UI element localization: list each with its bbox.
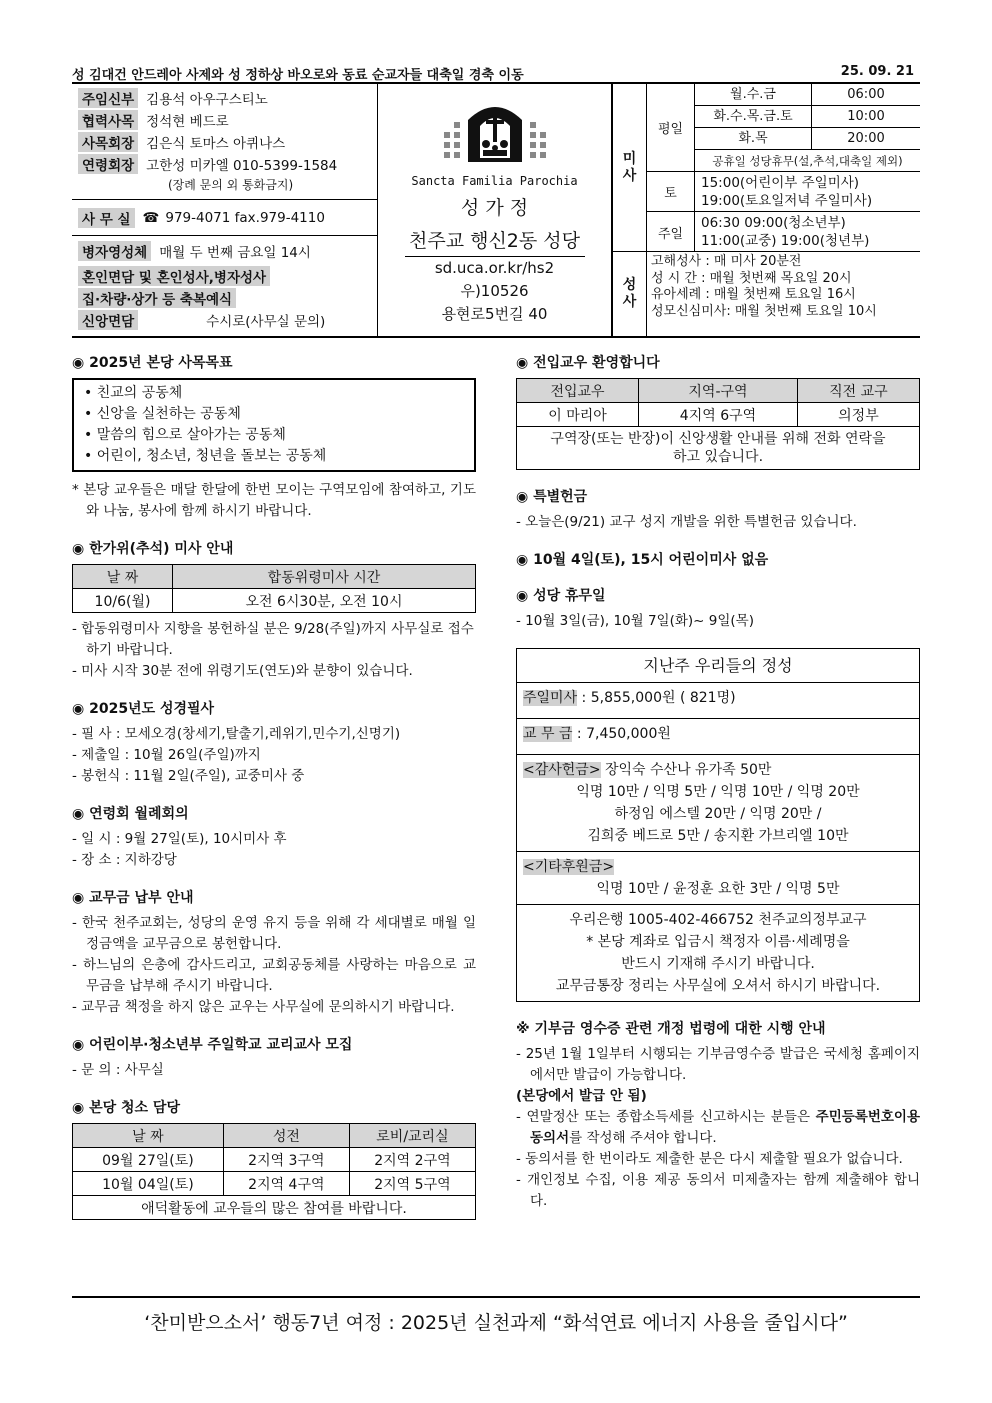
sacrament-schedule: 성 사 고해성사 : 매 미사 20분전 성 시 간 : 매월 첫번째 목요일 20시 유아세례 : 매월 첫번째 토요일 16시 성모신심미사: 매월 첫번째 토요일 10시 — [613, 252, 920, 336]
chuseok-section: ◉ 한가위(추석) 미사 안내 날 짜 합동위령미사 시간 10/6(월) 오전 6시30분, 오전 10시 - 합동위령미사 지향을 봉헌하실 분은 9/28(주일)까지 사무실로 접수하기 바랍니다. - 미사 시작 30분 전에 위령기도(연도)와 분향이 있습니다. — [72, 538, 476, 682]
council-label: 사목회장 — [78, 132, 138, 152]
goals-section: ◉ 2025년 본당 사목목표 • 친교의 공동체 • 신앙을 실천하는 공동체 • 말씀의 힘으로 살아가는 공동체 • 어린이, 청소년, 청년을 돌보는 공동체 * 본당 교우들은 매달 한달에 한번 모이는 구역모임에 참여하고, 기도와 나눔, 봉사에 함께 하시기 바랍니다. — [72, 355, 476, 519]
sunday-label: 주일 — [647, 212, 695, 252]
mass-label: 미 사 — [613, 84, 647, 251]
feast-title: 성 김대건 안드레아 사제와 성 정하상 바오로와 동료 순교자들 대축일 경축 이동 — [72, 68, 524, 83]
federation-label: 연령회장 — [78, 154, 138, 174]
cleaning-section: ◉ 본당 청소 담당 날 짜 성전 로비/교리실 09월 27일(토) 2지역 3구역 2지역 2구역 10월 04일(토) 2지역 4구역 2지역 5구역 애덕활동에 교우들의 많은 참여를 바랍니다. — [72, 1097, 476, 1220]
cleaning-table: 날 짜 성전 로비/교리실 09월 27일(토) 2지역 3구역 2지역 2구역 10월 04일(토) 2지역 4구역 2지역 5구역 애덕활동에 교우들의 많은 참여를 바랍니다. — [72, 1123, 476, 1220]
church-zip: 우)10526 — [460, 282, 529, 300]
right-column — [516, 352, 920, 1236]
mass-schedule: 미 사 평일 월.수.금 06:00 화.수.목.금.토 10:00 화.목 20:00 공휴일 성당휴무(설,추석,대축일 제외) 토 15:00(어린이부 주일미사) 19:00(토요일저녁 주일미사) 주일 06:30 09:00(청소년부) 11:00(교중) 19:00(청년부) — [613, 84, 920, 252]
church-address: 용현로5번길 40 — [441, 305, 548, 323]
counsel-label: 신앙면담 — [78, 310, 138, 330]
federation-name: 고한성 미카엘 010-5399-1584 — [146, 158, 338, 174]
offering-box: 지난주 우리들의 정성 주일미사 : 5,855,000원 ( 821명) 교 무 금 : 7,450,000원 <감사헌금> 장익숙 수산나 유가족 50만 익명 10만 / 익명 5만 / 익명 10만 / 익명 20만 하정임 에스텔 20만 / 익명 20만 / 김희중 베드로 5만 / 송지환 가브리엘 10만 <기타후원금> 익명 10만 / 윤정훈 요한 3만 / 익명 5만 우리은행 1005-402-466752 천주교의정부교구 * 본당 계좌로 입금시 책정자 이름·세례명을 반드시 기재해 주시기 바랍니다. 교무금통장 정리는 사무실에 오셔서 하시기 바랍니다. — [516, 648, 920, 1002]
left-column — [72, 352, 476, 1236]
meeting-section: ◉ 연령회 월례회의 - 일 시 : 9월 27일(토), 10시미사 후 - 장 소 : 지하강당 — [72, 806, 287, 868]
chuseok-table: 날 짜 합동위령미사 시간 10/6(월) 오전 6시30분, 오전 10시 — [72, 564, 476, 613]
pastor-label: 주임신부 — [78, 88, 138, 108]
schedule-panel — [613, 84, 920, 336]
masthead — [72, 84, 920, 338]
sacrament-label: 성 사 — [613, 252, 647, 336]
counsel-info: 수시로(사무실 문의) — [206, 314, 326, 330]
marriage-label: 혼인면담 및 혼인성사,병자성사 — [78, 266, 270, 286]
sick-label: 병자영성체 — [78, 241, 151, 261]
office-phone: 979-4071 fax.979-4110 — [165, 209, 325, 226]
church-panel — [378, 84, 613, 336]
council-name: 김은식 토마스 아퀴나스 — [146, 136, 286, 152]
welcome-table: 전입교우 지역-구역 직전 교구 이 마리아 4지역 6구역 의정부 구역장(또는 반장)이 신앙생활 안내를 위해 전화 연락을 하고 있습니다. — [516, 378, 920, 470]
sick-schedule: 매월 두 번째 금요일 14시 — [159, 244, 311, 261]
church-name-2: 천주교 행신2동 성당 — [409, 230, 580, 252]
bulletin-page — [72, 60, 920, 1236]
teachers-section: ◉ 어린이부·청소년부 주일학교 교리교사 모집 - 문 의 : 사무실 — [72, 1037, 353, 1078]
assistant-name: 정석현 베드로 — [146, 114, 229, 130]
phone-icon: ☎ — [142, 209, 160, 226]
assistant-label: 협력사목 — [78, 110, 138, 130]
saturday-label: 토 — [647, 172, 695, 211]
office-label: 사 무 실 — [78, 208, 135, 228]
nomass-section: ◉ 10월 4일(토), 15시 어린이미사 없음 — [516, 552, 769, 568]
church-name-1: 성 가 정 — [460, 197, 529, 219]
pastor-name: 김용석 아우구스티노 — [146, 92, 268, 108]
dues-section: ◉ 교무금 납부 안내 - 한국 천주교회는, 성당의 운영 유지 등을 위해 각 세대별로 매월 일정금액을 교무금으로 봉헌합니다. - 하느님의 은총에 감사드리고, 교회공동체를 사랑하는 마음으로 교무금을 납부해 주시기 바랍니다. - 교무금 책정을 하지 않은 교우는 사무실에 문의하시기 바랍니다. — [72, 890, 476, 1015]
top-header — [72, 60, 920, 84]
receipt-section: ※ 기부금 영수증 관련 개정 법령에 대한 시행 안내 - 25년 1월 1일부터 시행되는 기부금영수증 발급은 국세청 홈페이지에서만 발급이 가능합니다. (본당에서 발급 안 됨) - 연말정산 또는 종합소득세를 신고하시는 분들은 주민등록번호이용동의서를 작성해 주셔야 합니다. - 동의서를 한 번이라도 제출한 분은 다시 제출할 필요가 없습니다. - 개인정보 수집, 이용 제공 동의서 미제출자는 함께 제출해야 합니다. — [516, 1021, 920, 1209]
church-logo-icon — [440, 92, 550, 168]
bible-section: ◉ 2025년도 성경필사 - 필 사 : 모세오경(창세기,탈출기,레위기,민수기,신명기) - 제출일 : 10월 26일(주일)까지 - 봉헌식 : 11월 2일(주일), 교중미사 중 — [72, 701, 401, 784]
footer-slogan: ‘찬미받으소서’ 행동7년 여정 : 2025년 실천과제 “화석연료 에너지 사용을 줄입시다” — [72, 1296, 920, 1335]
latin-name: Sancta Familia Parochia — [411, 174, 578, 188]
holiday-note: 공휴일 성당휴무(설,추석,대축일 제외) — [712, 153, 903, 168]
federation-note: (장례 문의 외 통화금지) — [168, 177, 294, 192]
staff-panel — [72, 84, 378, 336]
special-section: ◉ 특별헌금 - 오늘은(9/21) 교구 성지 개발을 위한 특별헌금 있습니다. — [516, 489, 857, 530]
closed-section: ◉ 성당 휴무일 - 10월 3일(금), 10월 7일(화)~ 9일(목) — [516, 588, 754, 629]
church-url[interactable]: sd.uca.or.kr/hs2 — [405, 256, 585, 280]
issue-date: 25. 09. 21 — [840, 64, 914, 79]
blessing-label: 집·차량·상가 등 축복예식 — [78, 288, 236, 308]
welcome-section: ◉ 전입교우 환영합니다 전입교우 지역-구역 직전 교구 이 마리아 4지역 6구역 의정부 구역장(또는 반장)이 신앙생활 안내를 위해 전화 연락을 하고 있습니다. — [516, 352, 920, 470]
weekday-label: 평일 — [647, 84, 695, 171]
